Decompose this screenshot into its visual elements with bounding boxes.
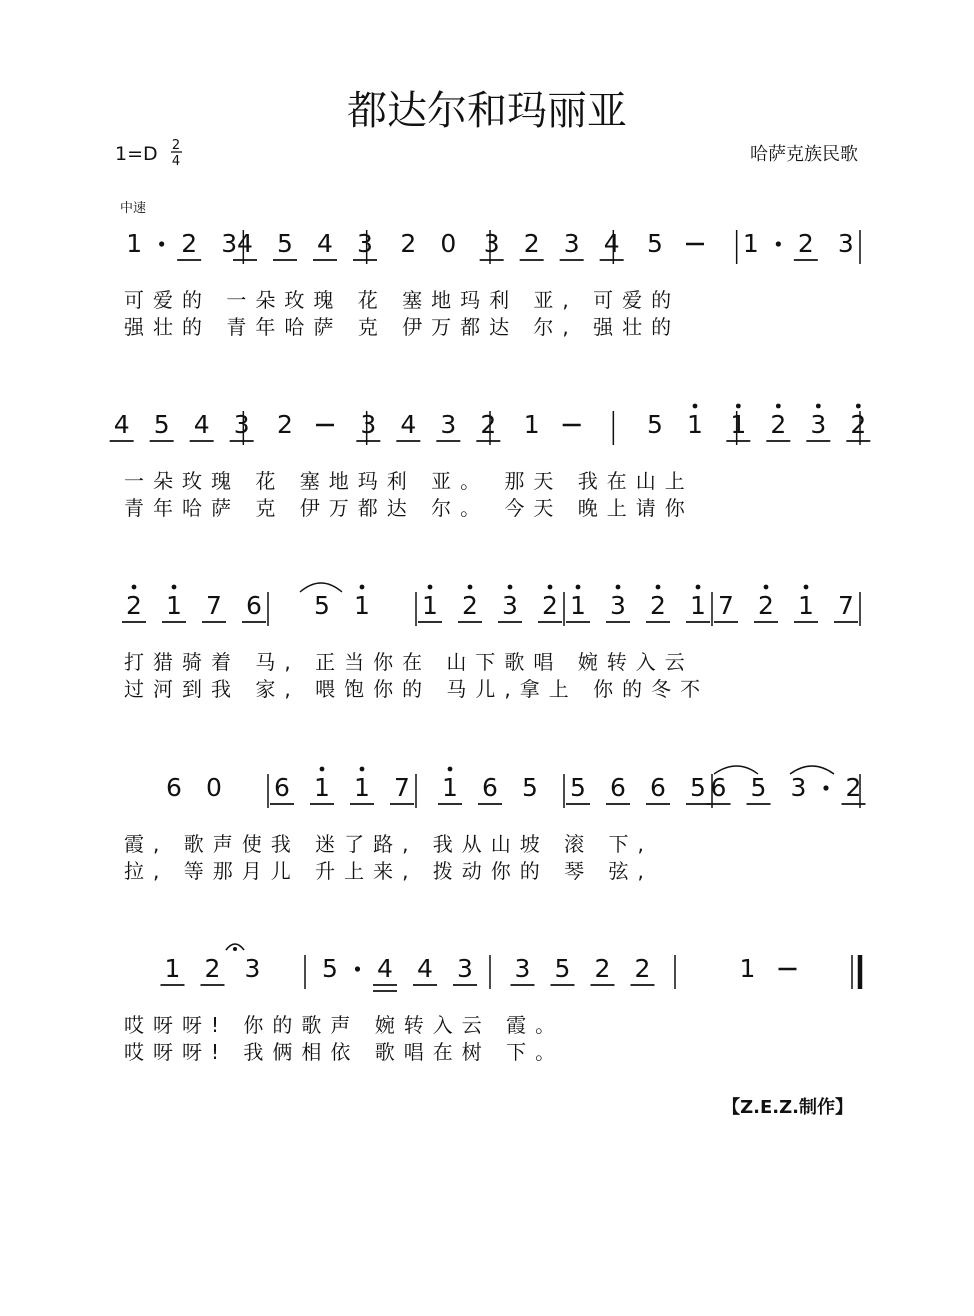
- augmentation-dot: [776, 241, 781, 246]
- note: 7: [394, 773, 410, 802]
- note: 6: [166, 773, 182, 802]
- octave-dot: [320, 767, 325, 772]
- note: 1: [687, 410, 703, 439]
- time-signature-top: 2: [171, 138, 181, 153]
- octave-dot: [856, 404, 861, 409]
- note: 3: [502, 591, 518, 620]
- lyric-line: 拉, 等那月儿 升上来, 拨动你的 琴 弦,: [124, 859, 653, 883]
- note: 1: [798, 591, 814, 620]
- time-signature-bottom: 4: [171, 154, 181, 169]
- lyric-line: 霞, 歌声使我 迷了路, 我从山坡 滚 下,: [124, 832, 653, 856]
- note: 1: [690, 591, 706, 620]
- note: 3: [233, 410, 250, 439]
- note: 6: [610, 773, 626, 802]
- note: 2: [845, 773, 862, 802]
- credit-label: 【Z.E.Z.制作】: [722, 1097, 853, 1118]
- octave-dot: [656, 585, 661, 590]
- note: 2: [650, 591, 666, 620]
- note: 7: [838, 591, 854, 620]
- note: 1: [442, 773, 458, 802]
- note: 1: [164, 954, 181, 983]
- note: 3: [810, 410, 827, 439]
- octave-dot: [360, 585, 365, 590]
- note: 4: [113, 410, 130, 439]
- octave-dot: [764, 585, 769, 590]
- note: 2: [797, 229, 814, 258]
- note: 6: [482, 773, 498, 802]
- note: 2: [770, 410, 787, 439]
- note: 3: [483, 229, 500, 258]
- note: 5: [554, 954, 571, 983]
- note: 0: [440, 229, 457, 258]
- note: 2: [480, 410, 497, 439]
- note: 2: [462, 591, 478, 620]
- key-signature: 1=D: [115, 143, 158, 165]
- note: 2: [634, 954, 651, 983]
- octave-dot: [776, 404, 781, 409]
- lyric-line: 一朵玫瑰 花 塞地玛利 亚。 那天 我在山上: [124, 469, 694, 493]
- note: 7: [206, 591, 222, 620]
- notation-area: [110, 229, 871, 1064]
- lyric-line: 青年哈萨 克 伊万都达 尔。 今天 晚上请你: [124, 496, 694, 520]
- note: 5: [522, 773, 538, 802]
- octave-dot: [448, 767, 453, 772]
- note: 5: [690, 773, 706, 802]
- note: 2: [758, 591, 774, 620]
- note: 5: [647, 229, 663, 258]
- note: 5: [314, 591, 330, 620]
- note: 3: [563, 229, 580, 258]
- note: 5: [570, 773, 586, 802]
- note: 1: [354, 773, 370, 802]
- lyric-line: 哎呀呀! 我俩相依 歌唱在树 下。: [124, 1040, 565, 1064]
- note: 2: [542, 591, 558, 620]
- note: 6: [274, 773, 290, 802]
- note: 4: [377, 954, 393, 983]
- note: 3: [837, 229, 854, 258]
- augmentation-dot: [823, 785, 828, 790]
- octave-dot: [576, 585, 581, 590]
- note: 1: [742, 229, 759, 258]
- lyric-line: 哎呀呀! 你的歌声 婉转入云 霞。: [124, 1013, 565, 1037]
- note: 6: [710, 773, 727, 802]
- note: 5: [277, 229, 293, 258]
- note: 7: [718, 591, 734, 620]
- note: 3: [244, 954, 261, 983]
- note: 2: [400, 229, 417, 258]
- genre-label: 哈萨克族民歌: [750, 144, 858, 165]
- octave-dot: [172, 585, 177, 590]
- lyric-line: 强壮的 青年哈萨 克 伊万都达 尔, 强壮的: [124, 315, 681, 339]
- note: 5: [647, 410, 663, 439]
- note: 1: [314, 773, 330, 802]
- augmentation-dot: [159, 241, 164, 246]
- note: 2: [523, 229, 540, 258]
- note: 3: [790, 773, 807, 802]
- note: 4: [400, 410, 417, 439]
- note: 4: [317, 229, 333, 258]
- octave-dot: [508, 585, 513, 590]
- lyric-line: 可爱的 一朵玫瑰 花 塞地玛利 亚, 可爱的: [124, 288, 681, 312]
- note: 1: [422, 591, 438, 620]
- note: 1: [739, 954, 756, 983]
- octave-dot: [360, 767, 365, 772]
- note: 0: [206, 773, 222, 802]
- lyric-line: 打猎骑着 马, 正当你在 山下歌唱 婉转入云: [124, 650, 694, 674]
- note: 4: [237, 229, 253, 258]
- note: 1: [166, 591, 182, 620]
- note: 4: [417, 954, 433, 983]
- note: 2: [204, 954, 221, 983]
- note: 3: [514, 954, 531, 983]
- octave-dot: [696, 585, 701, 590]
- note: 3: [360, 410, 377, 439]
- note: 5: [750, 773, 767, 802]
- note: 3: [357, 229, 373, 258]
- note: 1: [730, 410, 747, 439]
- note: 3: [440, 410, 457, 439]
- note: 1: [523, 410, 540, 439]
- note: 5: [322, 954, 338, 983]
- note: 4: [603, 229, 620, 258]
- octave-dot: [804, 585, 809, 590]
- octave-dot: [548, 585, 553, 590]
- note: 6: [246, 591, 262, 620]
- note: 1: [570, 591, 586, 620]
- octave-dot: [816, 404, 821, 409]
- note: 3: [221, 229, 238, 258]
- note: 1: [126, 229, 143, 258]
- song-title: 都达尔和玛丽亚: [347, 88, 627, 134]
- note: 4: [193, 410, 210, 439]
- note: 3: [457, 954, 473, 983]
- note: 2: [594, 954, 611, 983]
- octave-dot: [693, 404, 698, 409]
- octave-dot: [132, 585, 137, 590]
- note: 1: [354, 591, 370, 620]
- octave-dot: [736, 404, 741, 409]
- octave-dot: [616, 585, 621, 590]
- octave-dot: [468, 585, 473, 590]
- augmentation-dot: [355, 966, 360, 971]
- fermata-dot: [233, 947, 237, 951]
- note: 2: [126, 591, 142, 620]
- octave-dot: [428, 585, 433, 590]
- note: 5: [153, 410, 170, 439]
- lyric-line: 过河到我 家, 喂饱你的 马儿,拿上 你的冬不: [124, 677, 710, 701]
- note: 3: [610, 591, 626, 620]
- note: 2: [850, 410, 867, 439]
- tempo-marking: 中速: [120, 201, 147, 216]
- note: 2: [277, 410, 293, 439]
- note: 2: [181, 229, 198, 258]
- note: 6: [650, 773, 666, 802]
